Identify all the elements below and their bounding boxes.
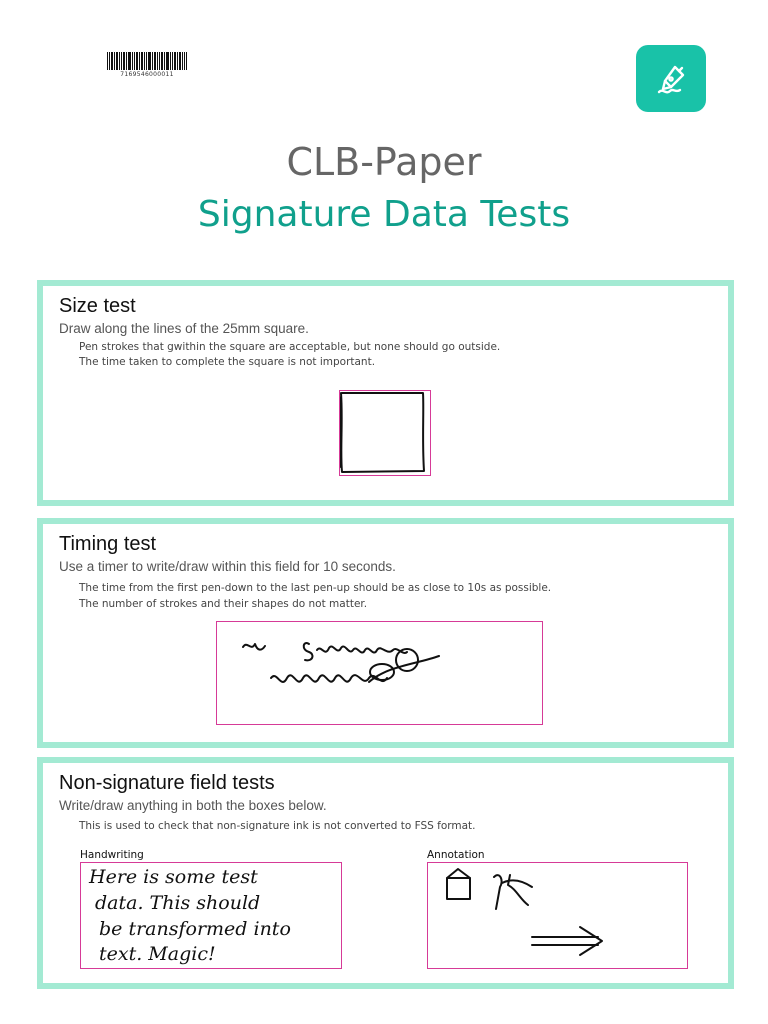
page-subtitle: Signature Data Tests (197, 194, 571, 235)
handwriting-line: data. This should (95, 892, 261, 914)
non-signature-note: This is used to check that non-signature ink is not converted to FSS format. (79, 820, 476, 832)
size-test-note: The time taken to complete the square is not important. (79, 356, 376, 368)
handwriting-line: Here is some test (89, 866, 258, 888)
non-signature-title: Non-signature field tests (59, 772, 275, 794)
timing-test-field[interactable] (216, 621, 543, 725)
annotation-ink (428, 863, 689, 970)
annotation-label: Annotation (427, 849, 485, 861)
pen-nib-icon (651, 59, 691, 99)
timing-test-ink (217, 622, 544, 726)
timing-test-instruction: Use a timer to write/draw within this field for 10 seconds. (59, 559, 396, 574)
barcode-bars (107, 52, 187, 70)
non-signature-instruction: Write/draw anything in both the boxes below. (59, 798, 327, 813)
timing-test-title: Timing test (59, 533, 157, 555)
barcode-number: 7169546000011 (120, 71, 174, 78)
handwriting-ink (81, 863, 343, 970)
size-test-instruction: Draw along the lines of the 25mm square. (59, 321, 309, 336)
timing-test-note: The time from the first pen-down to the last pen-up should be as close to 10s as possible. (79, 582, 552, 594)
size-test-note: Pen strokes that gwithin the square are acceptable, but none should go outside. (79, 341, 501, 353)
size-test-section (37, 280, 734, 506)
handwriting-line: text. Magic! (99, 943, 216, 965)
page-title: CLB-Paper (286, 140, 482, 184)
barcode (107, 52, 187, 80)
non-signature-section (37, 757, 734, 989)
timing-test-note: The number of strokes and their shapes do not matter. (79, 598, 368, 610)
app-icon (636, 45, 706, 112)
handwriting-label: Handwriting (80, 849, 144, 861)
timing-test-section (37, 518, 734, 748)
handwriting-field[interactable] (80, 862, 342, 969)
size-test-title: Size test (59, 295, 136, 317)
annotation-field[interactable] (427, 862, 688, 969)
size-test-square-field[interactable] (339, 390, 431, 476)
handwriting-line: be transformed into (99, 918, 291, 940)
size-test-ink (340, 391, 432, 477)
